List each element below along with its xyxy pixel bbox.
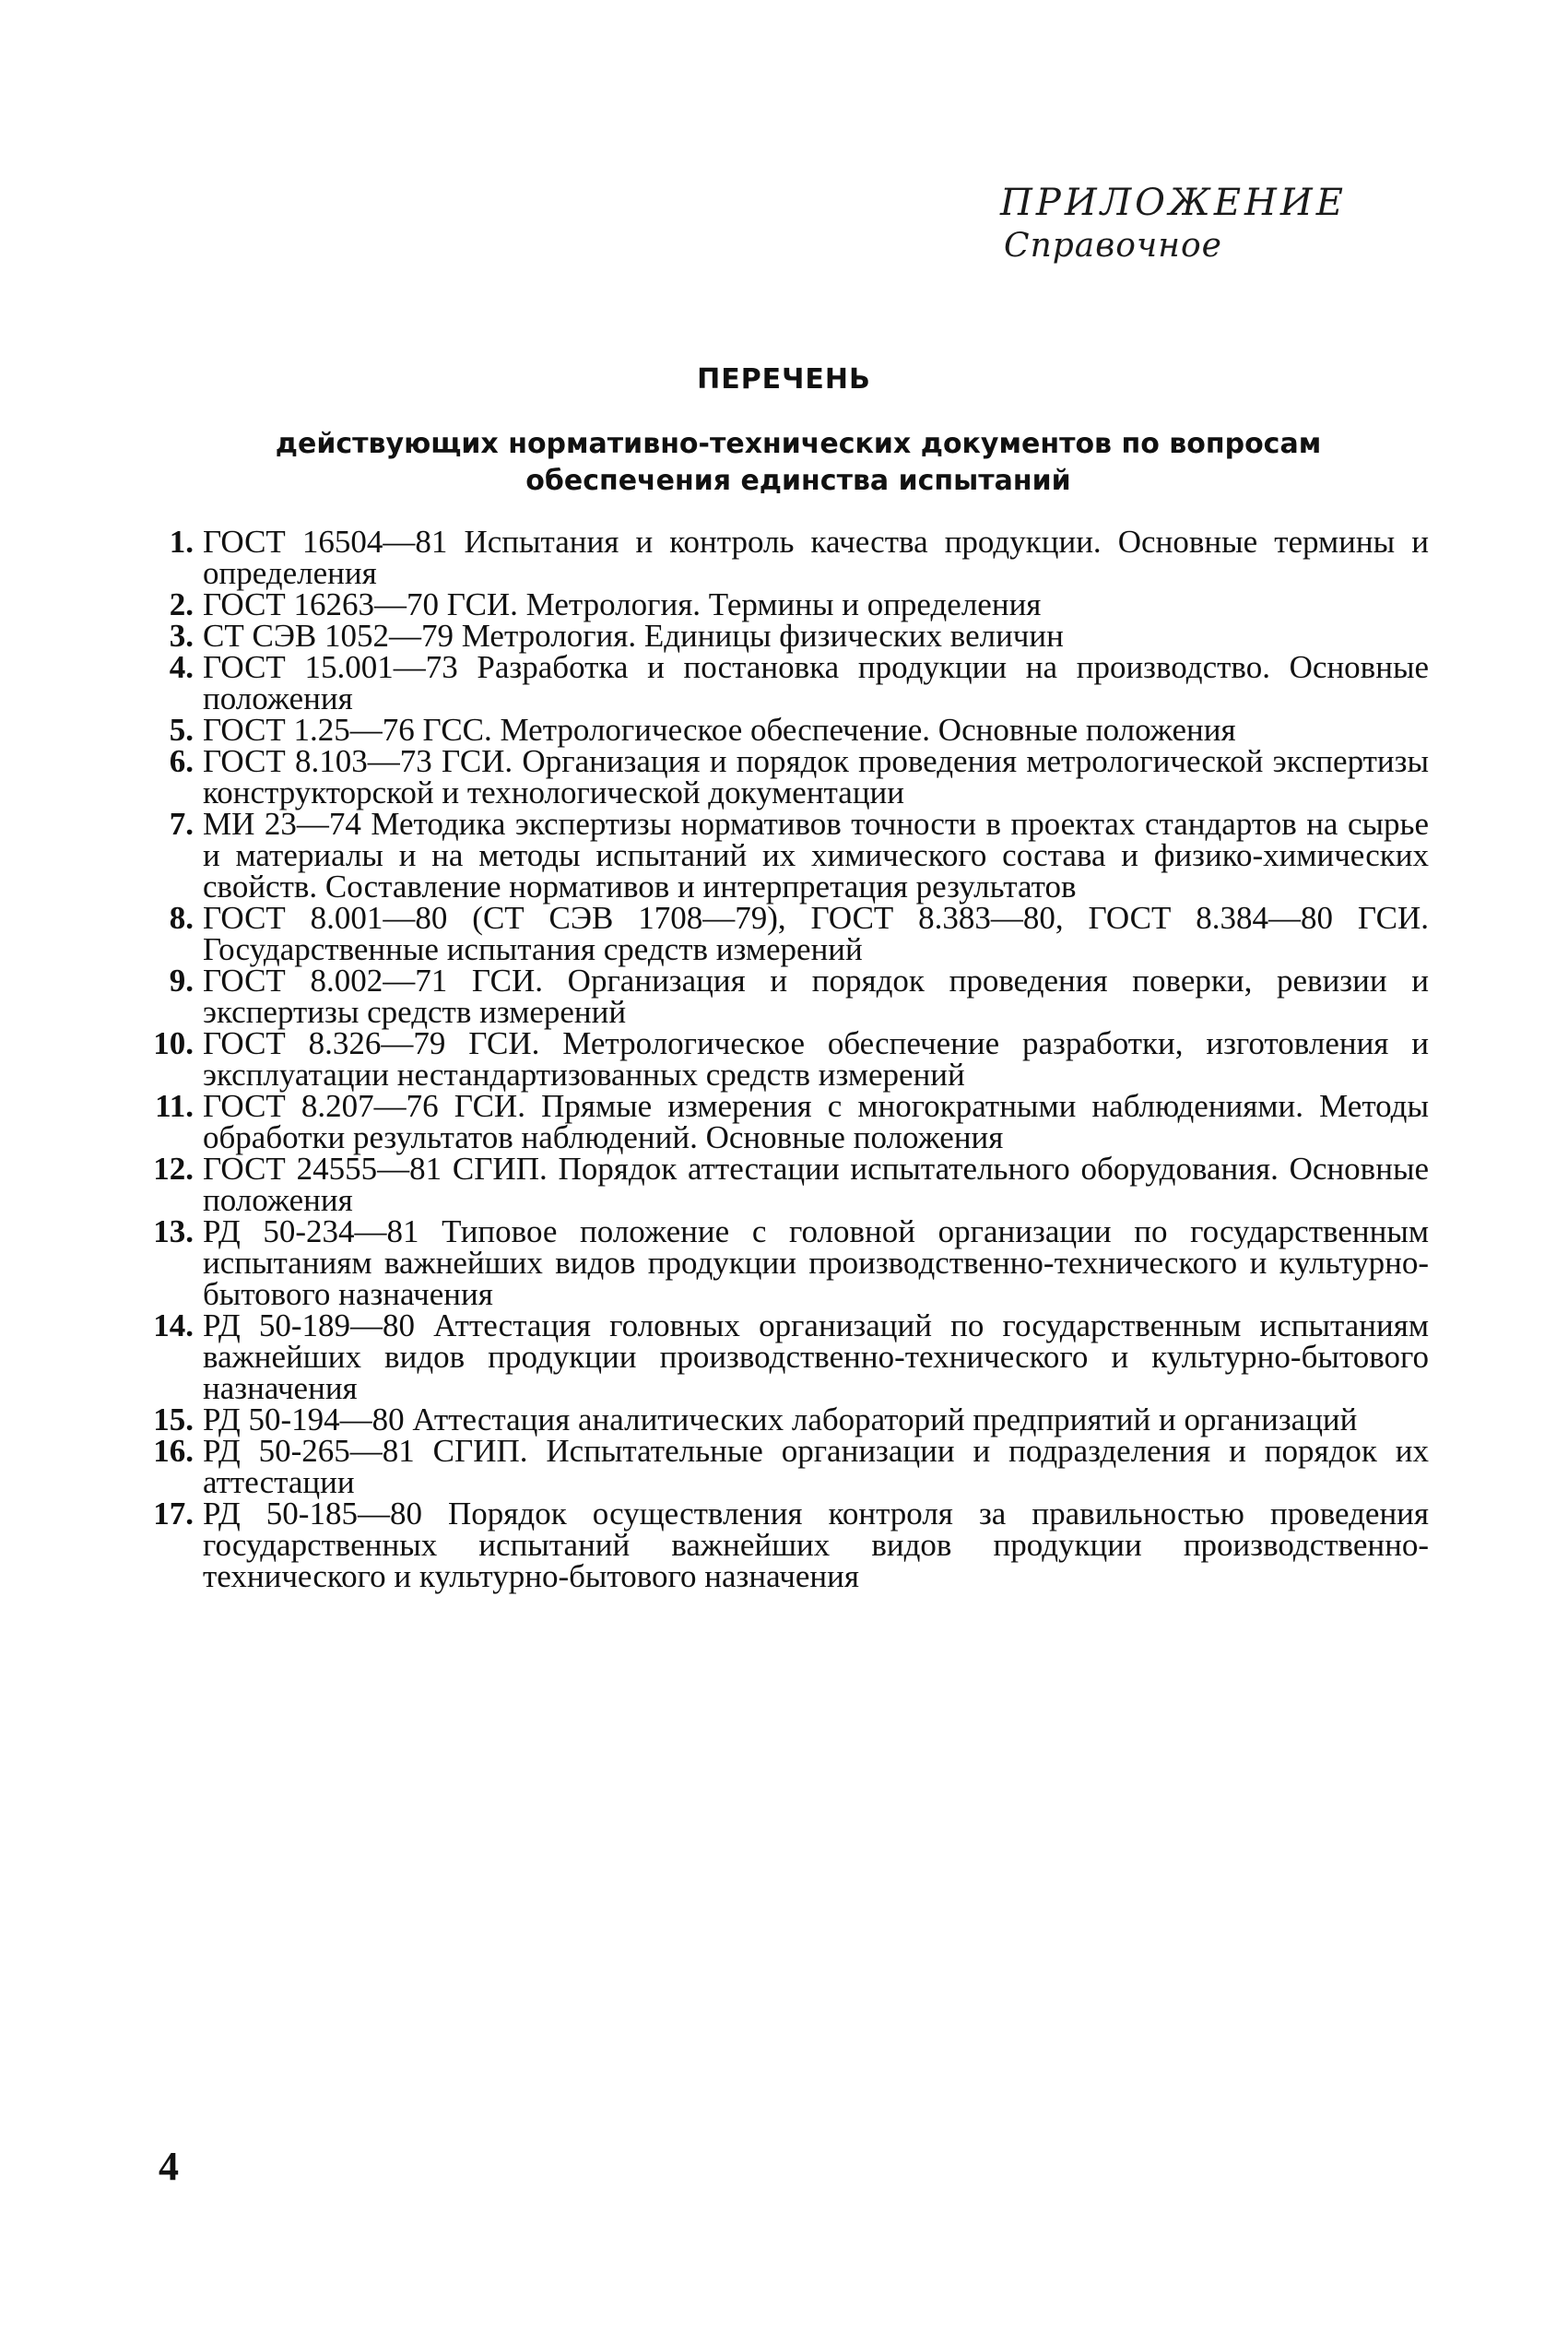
item-number: 11. (155, 1088, 194, 1124)
list-item (147, 1433, 1429, 1500)
item-text: ГОСТ 8.002—71 ГСИ. Организация и порядок проведения поверки, ревизии и экспертизы средств измерений (203, 963, 1429, 1030)
item-text: ГОСТ 16504—81 Испытания и контроль качества продукции. Основные термины и определения (203, 524, 1429, 591)
list-item (147, 806, 1429, 905)
list-item (147, 712, 1429, 748)
item-number: 8. (169, 900, 194, 936)
item-number: 7. (169, 806, 194, 842)
list-item (147, 900, 1429, 967)
item-text: ГОСТ 15.001—73 Разработка и постановка продукции на производство. Основные положения (203, 649, 1429, 716)
appendix-label (1000, 181, 1347, 267)
item-number: 16. (153, 1433, 194, 1469)
item-text: ГОСТ 8.103—73 ГСИ. Организация и порядок проведения метрологической экспертизы конструкторской и технологической документации (203, 743, 1429, 810)
item-text: ГОСТ 24555—81 СГИП. Порядок аттестации испытательного оборудования. Основные положения (203, 1151, 1429, 1218)
item-text: РД 50-189—80 Аттестация головных организаций по государственным испытаниям важнейших видов продукции производственно-технического и культурно-бытового назначения (203, 1307, 1429, 1406)
list-item (147, 1153, 1429, 1216)
document-list (147, 526, 1429, 1592)
item-number: 9. (169, 963, 194, 999)
item-number: 10. (153, 1025, 194, 1061)
list-item (147, 618, 1429, 654)
item-number: 14. (153, 1307, 194, 1343)
appendix-title: ПРИЛОЖЕНИЕ (1000, 182, 1347, 224)
item-text: СТ СЭВ 1052—79 Метрология. Единицы физических величин (203, 618, 1064, 654)
item-text: ГОСТ 1.25—76 ГСС. Метрологическое обеспечение. Основные положения (203, 712, 1236, 748)
item-text: РД 50-234—81 Типовое положение с головной организации по государственным испытаниям важнейших видов продукции производственно-технического и культурно-бытового назначения (203, 1213, 1429, 1312)
item-number: 15. (153, 1402, 194, 1437)
list-item (147, 1498, 1429, 1592)
item-text: РД 50-265—81 СГИП. Испытательные организации и подразделения и порядок их аттестации (203, 1433, 1429, 1500)
item-number: 13. (153, 1213, 194, 1249)
item-number: 2. (169, 586, 194, 622)
item-number: 5. (169, 712, 194, 748)
list-item (147, 526, 1429, 589)
item-number: 17. (153, 1496, 194, 1532)
list-item (147, 1088, 1429, 1155)
item-number: 6. (169, 743, 194, 779)
item-number: 4. (169, 649, 194, 685)
item-text: ГОСТ 8.001—80 (СТ СЭВ 1708—79), ГОСТ 8.383—80, ГОСТ 8.384—80 ГСИ. Государственные испытания средств измерений (203, 900, 1429, 967)
list-heading: ПЕРЕЧЕНЬ (697, 363, 871, 396)
item-text: ГОСТ 8.207—76 ГСИ. Прямые измерения с многократными наблюдениями. Методы обработки результатов наблюдений. Основные положения (203, 1088, 1429, 1155)
list-subheading: действующих нормативно-технических документов по вопросам обеспечения единства испытаний (275, 428, 1322, 497)
item-number: 3. (169, 618, 194, 654)
list-item (147, 649, 1429, 716)
item-number: 1. (169, 524, 194, 560)
list-item (147, 1213, 1429, 1312)
page-number: 4 (159, 2144, 179, 2189)
item-text: ГОСТ 8.326—79 ГСИ. Метрологическое обеспечение разработки, изготовления и эксплуатации нестандартизованных средств измерений (203, 1025, 1429, 1093)
list-item (147, 743, 1429, 810)
item-text: МИ 23—74 Методика экспертизы нормативов точности в проектах стандартов на сырье и материалы и на методы испытаний их химического состава и физико-химических свойств. Составление нормативов и интерпретация результатов (203, 806, 1429, 905)
item-number: 12. (153, 1151, 194, 1187)
item-text: РД 50-194—80 Аттестация аналитических лабораторий предприятий и организаций (203, 1402, 1358, 1437)
list-item (147, 1404, 1429, 1436)
item-text: РД 50-185—80 Порядок осуществления контроля за правильностью проведения государственных испытаний важнейших видов продукции производственно-технического и культурно-бытового назначения (203, 1496, 1429, 1594)
list-item (147, 1025, 1429, 1093)
list-item (147, 965, 1429, 1028)
appendix-subtitle: Справочное (1004, 227, 1222, 265)
list-item (147, 1307, 1429, 1406)
item-text: ГОСТ 16263—70 ГСИ. Метрология. Термины и определения (203, 586, 1042, 622)
list-item (147, 586, 1429, 622)
